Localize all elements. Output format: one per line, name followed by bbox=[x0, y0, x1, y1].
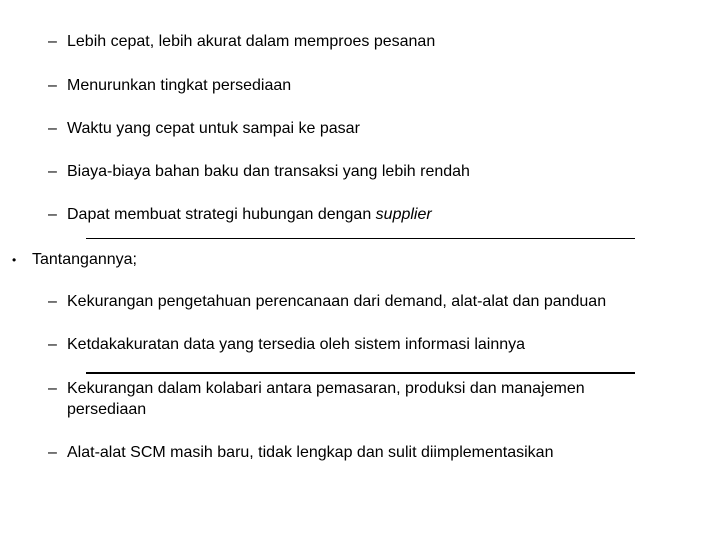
list-item-text: Biaya-biaya bahan baku dan transaksi yang lebih rendah bbox=[67, 163, 470, 180]
list-item-text: Alat-alat SCM masih baru, tidak lengkap dan sulit diimplementasikan bbox=[67, 444, 554, 461]
dash-marker: – bbox=[48, 120, 57, 137]
dash-marker: – bbox=[48, 206, 57, 223]
section-heading: Tantangannya; bbox=[32, 251, 137, 268]
list-item-text: Ketdakakuratan data yang tersedia oleh sistem informasi lainnya bbox=[67, 336, 526, 353]
list-item-text: Waktu yang cepat untuk sampai ke pasar bbox=[67, 120, 360, 137]
list-item-text bbox=[67, 205, 432, 225]
dash-marker: – bbox=[48, 380, 57, 397]
list-item-text-prefix: Dapat membuat strategi hubungan dengan bbox=[67, 206, 376, 223]
divider bbox=[86, 372, 635, 374]
dash-marker: – bbox=[48, 293, 57, 310]
dash-marker: – bbox=[48, 77, 57, 94]
dash-marker: – bbox=[48, 444, 57, 461]
dash-marker: – bbox=[48, 33, 57, 50]
list-item-text-italic: supplier bbox=[375, 206, 432, 223]
list-item-text-line2: persediaan bbox=[67, 401, 147, 418]
bullet-marker: • bbox=[12, 253, 17, 267]
list-item-text: Kekurangan pengetahuan perencanaan dari demand, alat-alat dan panduan bbox=[67, 293, 607, 310]
dash-marker: – bbox=[48, 336, 57, 353]
list-item-text-line1: Kekurangan dalam kolabari antara pemasaran, produksi dan manajemen bbox=[67, 380, 585, 397]
list-item-text: Menurunkan tingkat persediaan bbox=[67, 77, 292, 94]
list-item-text: Lebih cepat, lebih akurat dalam memproes pesanan bbox=[67, 33, 436, 50]
divider bbox=[86, 238, 635, 239]
dash-marker: – bbox=[48, 163, 57, 180]
